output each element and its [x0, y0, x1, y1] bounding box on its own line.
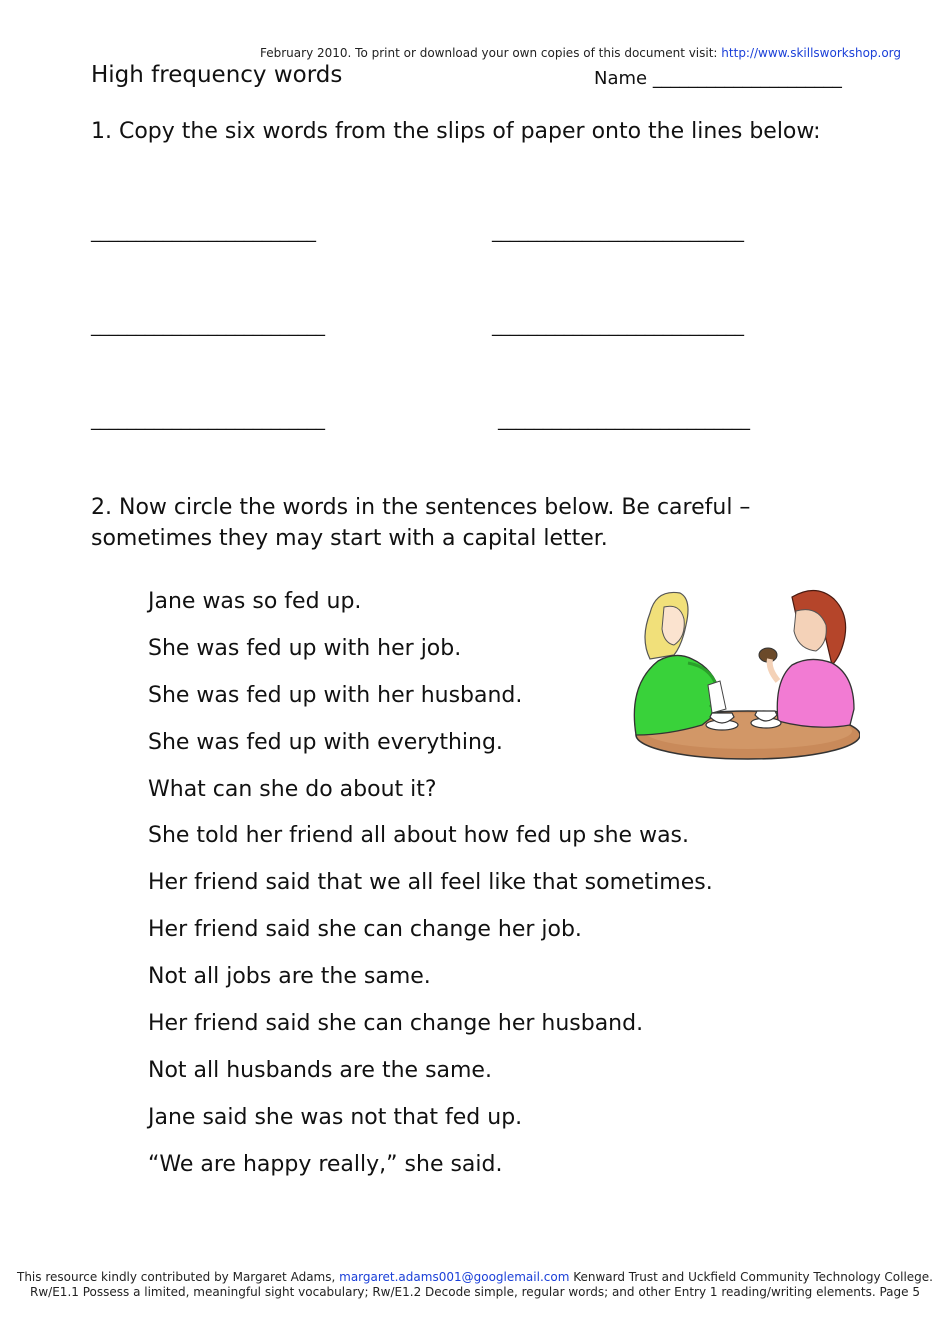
footer-curriculum: Rw/E1.1 Possess a limited, meaningful sight vocabulary; Rw/E1.2 Decode simple, regular words; and other Entry 1 reading/writing elements. Page 5 — [30, 1285, 920, 1299]
answer-line-2: ____________________________ — [492, 222, 744, 243]
footer-email-link[interactable]: margaret.adams001@googlemail.com — [339, 1270, 570, 1284]
answer-line-1: _________________________ — [91, 222, 316, 243]
footer-credit-text: This resource kindly contributed by Margaret Adams, — [17, 1270, 340, 1284]
sentence: Her friend said that we all feel like that sometimes. — [148, 870, 713, 896]
sentence: Her friend said she can change her husband. — [148, 1011, 644, 1037]
question-2-text: 2. Now circle the words in the sentences below. Be careful – sometimes they may start with a capital letter. — [91, 495, 751, 551]
answer-line-3: __________________________ — [91, 316, 325, 337]
sentence: Jane was so fed up. — [148, 589, 362, 614]
sentence: Jane said she was not that fed up. — [148, 1104, 523, 1130]
sentence: She told her friend all about how fed up she was. — [148, 823, 690, 849]
question-1-text: 1. Copy the six words from the slips of paper onto the lines below: — [91, 119, 821, 144]
footer-credit-suffix: Kenward Trust and Uckfield Community Technology College. — [569, 1270, 933, 1284]
sentence: She was fed up with her job. — [148, 635, 462, 661]
answer-line-5: __________________________ — [91, 410, 325, 431]
sentence: She was fed up with her husband. — [148, 682, 523, 708]
name-field-label: Name _____________________ — [594, 68, 842, 89]
sentence: She was fed up with everything. — [148, 729, 503, 755]
page-title: High frequency words — [91, 62, 343, 88]
footer-credit — [0, 1270, 950, 1284]
sentence: Not all jobs are the same. — [148, 964, 431, 990]
source-note — [260, 46, 901, 60]
answer-line-6: ____________________________ — [498, 410, 750, 431]
source-note-text: February 2010. To print or download your own copies of this document visit: — [260, 46, 722, 60]
answer-line-4: ____________________________ — [492, 316, 744, 337]
two-women-chatting-over-tea-icon — [628, 585, 860, 761]
source-link[interactable]: http://www.skillsworkshop.org — [721, 46, 902, 60]
sentence: “We are happy really,” she said. — [148, 1151, 503, 1177]
sentence: Not all husbands are the same. — [148, 1057, 492, 1083]
sentence: What can she do about it? — [148, 776, 437, 802]
sentence: Her friend said she can change her job. — [148, 917, 582, 943]
